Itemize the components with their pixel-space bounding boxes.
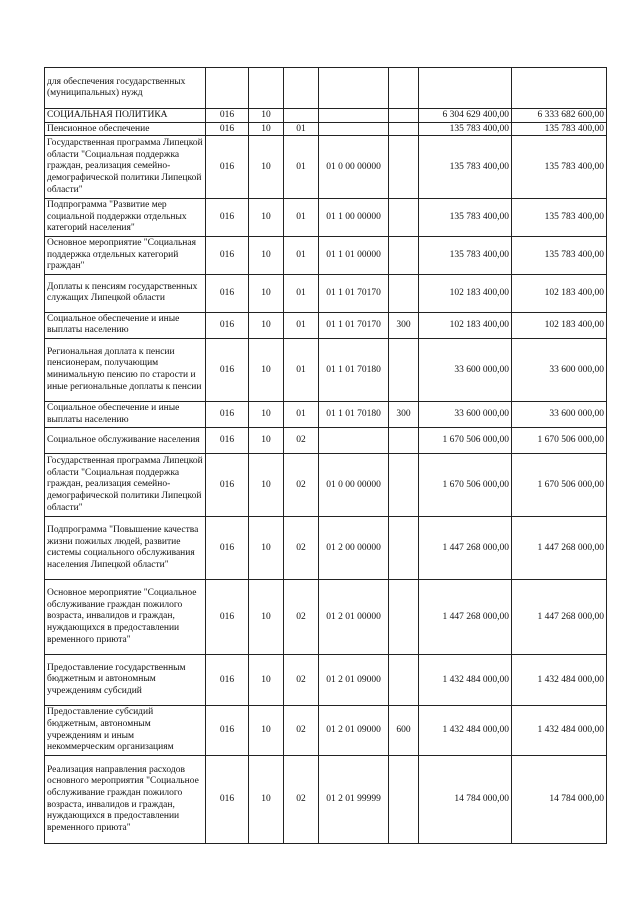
- cell-name: Пенсионное обеспечение: [45, 122, 206, 136]
- cell-sum-year2: 33 600 000,00: [512, 338, 607, 401]
- cell-razd: 10: [249, 199, 284, 237]
- table-row: [45, 428, 607, 454]
- cell-razd: 10: [249, 428, 284, 454]
- cell-sum-year2: 1 670 506 000,00: [512, 428, 607, 454]
- cell-sum-year1: 135 783 400,00: [419, 136, 512, 199]
- cell-sum-year1: 102 183 400,00: [419, 274, 512, 312]
- cell-sum-year1: 1 670 506 000,00: [419, 454, 512, 517]
- cell-sum-year1: 1 432 484 000,00: [419, 706, 512, 756]
- cell-vr: [389, 454, 419, 517]
- table-body: [45, 68, 607, 844]
- cell-vr: [389, 274, 419, 312]
- table-row: [45, 199, 607, 237]
- cell-razd: 10: [249, 580, 284, 655]
- cell-sum-year2: 135 783 400,00: [512, 122, 607, 136]
- cell-vr: [389, 580, 419, 655]
- cell-vr: 300: [389, 401, 419, 427]
- cell-name: Доплаты к пенсиям государственных служащих Липецкой области: [45, 274, 206, 312]
- cell-podr: 02: [284, 428, 319, 454]
- cell-razd: 10: [249, 109, 284, 123]
- cell-podr: 01: [284, 338, 319, 401]
- table-row: [45, 312, 607, 338]
- cell-razd: 10: [249, 122, 284, 136]
- cell-sum-year1: 1 432 484 000,00: [419, 655, 512, 706]
- cell-podr: 02: [284, 580, 319, 655]
- cell-podr: 02: [284, 454, 319, 517]
- cell-sum-year2: 1 432 484 000,00: [512, 706, 607, 756]
- cell-csr: 01 2 01 99999: [319, 756, 389, 844]
- cell-name: Подпрограмма "Повышение качества жизни пожилых людей, развитие системы социального обслуживания населения Липецкой области": [45, 517, 206, 580]
- cell-razd: [249, 68, 284, 109]
- cell-razd: 10: [249, 454, 284, 517]
- cell-podr: 01: [284, 401, 319, 427]
- table-row: [45, 274, 607, 312]
- cell-ved: 016: [206, 401, 249, 427]
- cell-podr: 01: [284, 122, 319, 136]
- cell-sum-year1: 6 304 629 400,00: [419, 109, 512, 123]
- cell-ved: 016: [206, 580, 249, 655]
- cell-csr: 01 2 01 00000: [319, 580, 389, 655]
- table-row: [45, 236, 607, 274]
- cell-ved: 016: [206, 199, 249, 237]
- cell-podr: 02: [284, 706, 319, 756]
- cell-sum-year1: 1 447 268 000,00: [419, 580, 512, 655]
- cell-name: для обеспечения государственных (муниципальных) нужд: [45, 68, 206, 109]
- cell-vr: [389, 136, 419, 199]
- cell-ved: 016: [206, 109, 249, 123]
- cell-razd: 10: [249, 338, 284, 401]
- cell-vr: [389, 199, 419, 237]
- cell-ved: 016: [206, 517, 249, 580]
- cell-vr: [389, 428, 419, 454]
- cell-csr: 01 0 00 00000: [319, 454, 389, 517]
- table-row: [45, 756, 607, 844]
- cell-razd: 10: [249, 756, 284, 844]
- cell-csr: [319, 428, 389, 454]
- cell-sum-year1: 1 670 506 000,00: [419, 428, 512, 454]
- cell-name: Государственная программа Липецкой области "Социальная поддержка граждан, реализация семейно-демографической политики Липецкой области": [45, 454, 206, 517]
- cell-vr: [389, 68, 419, 109]
- table-row: [45, 517, 607, 580]
- cell-name: Предоставление субсидий бюджетным, автономным учреждениям и иным некоммерческим организациям: [45, 706, 206, 756]
- cell-name: Социальное обслуживание населения: [45, 428, 206, 454]
- cell-csr: 01 2 00 00000: [319, 517, 389, 580]
- cell-podr: 01: [284, 312, 319, 338]
- budget-table: [44, 67, 607, 844]
- cell-sum-year2: 14 784 000,00: [512, 756, 607, 844]
- cell-name: Реализация направления расходов основного мероприятия "Социальное обслуживание граждан пожилого возраста, инвалидов и граждан, нуждающихся в предоставлении временного приюта": [45, 756, 206, 844]
- cell-csr: 01 1 01 70170: [319, 312, 389, 338]
- table-row: [45, 338, 607, 401]
- cell-razd: 10: [249, 136, 284, 199]
- cell-razd: 10: [249, 706, 284, 756]
- cell-ved: 016: [206, 338, 249, 401]
- cell-sum-year1: 33 600 000,00: [419, 338, 512, 401]
- cell-csr: [319, 68, 389, 109]
- cell-csr: 01 1 01 70180: [319, 401, 389, 427]
- cell-name: Основное мероприятие "Социальное обслуживание граждан пожилого возраста, инвалидов и граждан, нуждающихся в предоставлении временного приюта": [45, 580, 206, 655]
- cell-name: Социальное обеспечение и иные выплаты населению: [45, 312, 206, 338]
- cell-name: Социальное обеспечение и иные выплаты населению: [45, 401, 206, 427]
- cell-ved: 016: [206, 454, 249, 517]
- cell-ved: 016: [206, 428, 249, 454]
- cell-csr: 01 1 01 00000: [319, 236, 389, 274]
- cell-sum-year2: 6 333 682 600,00: [512, 109, 607, 123]
- table-row: [45, 136, 607, 199]
- table-row: [45, 122, 607, 136]
- table-row: [45, 454, 607, 517]
- cell-ved: 016: [206, 122, 249, 136]
- cell-sum-year2: 1 432 484 000,00: [512, 655, 607, 706]
- cell-vr: [389, 517, 419, 580]
- cell-sum-year2: 135 783 400,00: [512, 136, 607, 199]
- table-row: [45, 706, 607, 756]
- cell-csr: 01 1 01 70180: [319, 338, 389, 401]
- table-row: [45, 401, 607, 427]
- cell-sum-year2: 33 600 000,00: [512, 401, 607, 427]
- cell-vr: [389, 338, 419, 401]
- cell-name: Государственная программа Липецкой области "Социальная поддержка граждан, реализация семейно-демографической политики Липецкой области": [45, 136, 206, 199]
- cell-csr: [319, 109, 389, 123]
- cell-csr: 01 0 00 00000: [319, 136, 389, 199]
- cell-sum-year2: 102 183 400,00: [512, 274, 607, 312]
- cell-podr: [284, 68, 319, 109]
- cell-podr: 01: [284, 199, 319, 237]
- cell-sum-year1: 33 600 000,00: [419, 401, 512, 427]
- cell-vr: [389, 109, 419, 123]
- cell-sum-year1: 1 447 268 000,00: [419, 517, 512, 580]
- cell-ved: 016: [206, 756, 249, 844]
- cell-csr: 01 2 01 09000: [319, 655, 389, 706]
- cell-podr: 02: [284, 517, 319, 580]
- cell-sum-year2: 1 447 268 000,00: [512, 517, 607, 580]
- cell-vr: [389, 236, 419, 274]
- cell-podr: 01: [284, 274, 319, 312]
- cell-csr: [319, 122, 389, 136]
- cell-vr: 600: [389, 706, 419, 756]
- cell-podr: 02: [284, 756, 319, 844]
- cell-sum-year1: 135 783 400,00: [419, 236, 512, 274]
- cell-razd: 10: [249, 312, 284, 338]
- cell-razd: 10: [249, 517, 284, 580]
- cell-vr: [389, 756, 419, 844]
- table-row: [45, 655, 607, 706]
- cell-podr: [284, 109, 319, 123]
- cell-name: Подпрограмма "Развитие мер социальной поддержки отдельных категорий населения": [45, 199, 206, 237]
- cell-podr: 01: [284, 236, 319, 274]
- cell-name: Основное мероприятие "Социальная поддержка отдельных категорий граждан": [45, 236, 206, 274]
- cell-csr: 01 1 00 00000: [319, 199, 389, 237]
- cell-sum-year2: 1 670 506 000,00: [512, 454, 607, 517]
- cell-sum-year2: 135 783 400,00: [512, 199, 607, 237]
- cell-sum-year1: 14 784 000,00: [419, 756, 512, 844]
- cell-sum-year2: 1 447 268 000,00: [512, 580, 607, 655]
- cell-razd: 10: [249, 274, 284, 312]
- table-row: [45, 109, 607, 123]
- cell-vr: [389, 655, 419, 706]
- cell-sum-year1: 135 783 400,00: [419, 199, 512, 237]
- cell-sum-year2: 135 783 400,00: [512, 236, 607, 274]
- cell-ved: 016: [206, 236, 249, 274]
- cell-sum-year1: 135 783 400,00: [419, 122, 512, 136]
- cell-vr: [389, 122, 419, 136]
- cell-name: Предоставление государственным бюджетным и автономным учреждениям субсидий: [45, 655, 206, 706]
- table-row: [45, 68, 607, 109]
- cell-razd: 10: [249, 236, 284, 274]
- cell-name: Региональная доплата к пенсии пенсионерам, получающим минимальную пенсию по старости и иные региональные доплаты к пенсии: [45, 338, 206, 401]
- cell-csr: 01 2 01 09000: [319, 706, 389, 756]
- cell-vr: 300: [389, 312, 419, 338]
- table-row: [45, 580, 607, 655]
- cell-sum-year1: [419, 68, 512, 109]
- cell-sum-year2: [512, 68, 607, 109]
- cell-name: СОЦИАЛЬНАЯ ПОЛИТИКА: [45, 109, 206, 123]
- cell-ved: 016: [206, 274, 249, 312]
- cell-ved: 016: [206, 312, 249, 338]
- cell-ved: 016: [206, 706, 249, 756]
- cell-podr: 01: [284, 136, 319, 199]
- cell-razd: 10: [249, 655, 284, 706]
- cell-ved: [206, 68, 249, 109]
- cell-csr: 01 1 01 70170: [319, 274, 389, 312]
- cell-razd: 10: [249, 401, 284, 427]
- cell-sum-year1: 102 183 400,00: [419, 312, 512, 338]
- cell-ved: 016: [206, 136, 249, 199]
- cell-sum-year2: 102 183 400,00: [512, 312, 607, 338]
- cell-podr: 02: [284, 655, 319, 706]
- cell-ved: 016: [206, 655, 249, 706]
